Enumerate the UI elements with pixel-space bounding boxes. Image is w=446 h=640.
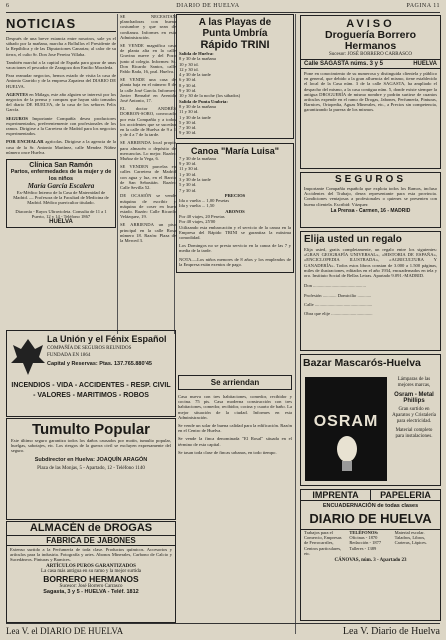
schedule-time: 9 y 30 id. xyxy=(179,161,197,167)
elija-ad xyxy=(300,231,441,351)
telefono-line: Talleres - 1389 xyxy=(349,545,377,551)
osram-block xyxy=(305,377,387,481)
almacen-succ: Sucesor: José Borrero Carrasco xyxy=(59,583,123,589)
clinica-ad xyxy=(6,159,116,228)
union-capital: Capital y Reservas: Ptas. 137.765.880'45 xyxy=(47,361,152,367)
aviso-title: AVISO xyxy=(346,18,395,30)
lightbulb-icon xyxy=(335,435,359,475)
column-divider xyxy=(117,14,118,334)
page-footer xyxy=(6,623,440,638)
elija-form-don: Don .............................................. xyxy=(304,283,366,289)
abono-line: Por 40 viajes, 25'00 xyxy=(179,219,216,225)
classified-item: SE ARRIENDA un piso principal en la calle Rosa número 18. Razón: Plaza de la Merced 3. xyxy=(120,222,176,243)
arriendan-admin: Se tasan toda clase de fincas urbanas, en todo tiempo. xyxy=(178,449,277,455)
clinica-title: Clínica San Ramón xyxy=(29,162,93,170)
canoa-ad xyxy=(176,143,294,273)
schedule-time: 1 y 30 de la tarde xyxy=(179,114,211,120)
punta-umbria-column xyxy=(176,14,294,334)
schedule-time: 10 y 30 id. xyxy=(179,61,199,67)
clinica-address: Diaconía - Rayos Ultravioleta. Consulta de 11 a 1 xyxy=(15,208,107,214)
almacen-ad xyxy=(6,521,176,623)
schedule-time: 11 y 30 id. xyxy=(179,109,199,115)
almacen-fabrica: FABRICA DE JABONES xyxy=(7,535,175,546)
tumulto-ad xyxy=(6,418,176,520)
union-lines: INCENDIOS - VIDA - ACCIDENTES - RESP. CIVIL - VALORES - MARITIMOS - ROBOS xyxy=(11,382,171,399)
noticias-paragraph: Para reanudar negocios, hemos estado de visita la casa de Antonio Garrido y de la empresa Zapatera del DIARIO DE HUELVA. xyxy=(6,73,116,89)
punta-subtitle: Rápido TRINI xyxy=(200,39,270,51)
aviso-address xyxy=(301,59,440,69)
mascaros-text3: Material completo para instalaciones. xyxy=(395,428,433,439)
schedule-time: 7 y 30 id. xyxy=(179,125,197,131)
times-a-list xyxy=(179,56,291,98)
canoa-extra: Los Domingos no se presta servicio en la canoa de las 7 y media de la tarde. xyxy=(179,243,291,254)
footer-left: Lea V. el DIARIO DE HUELVA xyxy=(6,626,124,636)
clinica-text: Ex-Médico Interno de la Casa de Maternidad de Madrid. — Profesora de la Facultad de Medicina de Madrid. Médico puericultor titulado. xyxy=(13,190,109,206)
union-sub: COMPAÑÍA DE SEGUROS REUNIDOS xyxy=(47,346,132,351)
aviso-ad xyxy=(300,15,441,169)
elija-text: Elija usted, gratis completamente, un regalo entre los siguientes: «GRAN GEOGRAFÍA UNIVERSAL», «HISTORIA DE ESPAÑA», «ENCICLOPEDIA ILUSTRADA», «AGRICULTURA Y GANADERÍA». Todos estos libros constan de 3.000 a 1.500 páginas, miles de ilustraciones, editados en el año 1934, encuadernados en tela y oro. Instituto Social de Bellas Letras. Apartado 9.091.-MADRID. xyxy=(304,247,437,279)
clinica-city: HUELVA xyxy=(49,219,73,226)
classified-item: DE OCASIÓN se vende máquina de escribir y máquina de coser en buen estado. Razón: Calle Ricardo Velázquez, 19. xyxy=(120,193,176,220)
arriendan-column xyxy=(178,375,292,637)
seguros-ad-address: La Prensa - Carmen, 16 - MADRID xyxy=(330,207,411,214)
imprenta-label: IMPRENTA xyxy=(301,490,371,500)
classified-item: SE ARRIENDA local propio para almacén o depósito de mercancías. Lo mejor. Razón: Muñoz de la Vega, 6. xyxy=(120,140,176,162)
arriendan-finca: Se vende la finca denominada "El Rosal" situada en el término de esta capital. xyxy=(178,436,292,447)
noticias-paragraph: También marchó a la capital de España para gozar de unas vacaciones el pescador de Zaragoza don Emilio Moraleda. xyxy=(6,59,116,71)
noticias-paragraph: Después de una breve estancia entre nosotros, sale ya el sábado por la mañana, marcha a Bollullos el Presidente de la República y de las Diputaciones Canarias; al calor de su tierra, el culto Sr. Don Jose Pereira Villaba. xyxy=(6,36,116,57)
imprenta-details xyxy=(301,529,440,556)
times-b-list xyxy=(179,104,291,136)
schedule-time: 7 y 30 id. xyxy=(179,187,197,193)
schedule-time: 9 y 30 id. xyxy=(179,130,197,136)
agentes-text: en Málaga, este año alguien se interesó por los negocios de la prensa y compras que hayan sido tomados del diario DE HUELVA, de la casa de los señores Felix García. xyxy=(6,91,116,113)
elija-calle-label: Calle xyxy=(304,301,314,307)
arriendan-text: Casa nueva con tres habitaciones, comedor, recibidor y cocina. 75 pts. Casa moderna construcción con tres habitaciones, comedor, recibidor, cocina y cuarto de baño. La mejor situación de la ciudad. Informes en esta Administración. xyxy=(178,394,292,420)
header-right: PAGINA 11 xyxy=(406,3,440,9)
almacen-text2: La casa más antigua en su ramo y la mejor surtida xyxy=(41,568,141,574)
mascaros-text2: Gran surtido en Aparatos y Cristalería para electricidad. xyxy=(392,407,436,424)
salidas-huelva-label: Salida de Huelva: xyxy=(179,51,214,56)
header-left: 6 xyxy=(6,3,10,9)
tumulto-text: Este último seguro garantiza todos los daños causados por motín, tumulto popular, huelgas, sabotajes, etc. Los riesgos de la guerra civil se excluyen expresamente del seguro. xyxy=(11,438,171,454)
agentes-heading: AGENTES xyxy=(6,91,28,97)
abonos-title: ABONOS xyxy=(225,208,245,214)
canoa-nota: NOTA.—Los niños menores de 8 años y los empleados de la Empresa están exentos de pago. xyxy=(179,256,291,267)
imprenta-footer: CÁNOVAS, núm. 3 - Apartado 23 xyxy=(334,558,407,564)
elija-don-label: Don xyxy=(304,283,312,289)
punta-umbria-ad xyxy=(176,14,294,139)
schedule-time: 9 y 30 id. xyxy=(179,88,197,94)
almacen-title: ALMACÉN de DROGAS xyxy=(29,522,153,534)
elija-title: Elija usted un regalo xyxy=(304,234,402,245)
noticias-column xyxy=(6,14,116,344)
elija-form-calle: Calle .................................................. xyxy=(304,301,373,307)
mascaros-text1: Lámparas de las mejores marcas, xyxy=(397,377,431,388)
schedule-time: 8 y 30 de la mañana xyxy=(179,103,216,109)
elija-profesion-label: Profesión xyxy=(304,292,322,298)
schedule-time: 5 y 30 id. xyxy=(179,182,197,188)
papeleria-label: PAPELERIA xyxy=(380,490,431,500)
header-rule xyxy=(6,12,440,13)
telefonos-title: TELÉFONOS: xyxy=(349,530,379,535)
schedule-time: 12 y 30 id. xyxy=(179,66,199,72)
abono-line: Por 40 viajes, 20 Pesetas xyxy=(179,214,225,220)
aviso-succ: Sucesor: JOSÉ BORRERO CARRASCO xyxy=(329,52,412,57)
almacen-firm: BORRERO HERMANOS xyxy=(43,573,139,584)
telefono-line: Redacción - 1877 xyxy=(349,540,382,546)
classified-item: SE VENDEN parcelas en calles Carretera de Madrid con agua y luz, en el Barrio de San Sebastián. Razón: Calle Sevilla 52. xyxy=(120,164,176,191)
imprenta-ad xyxy=(300,489,441,621)
punta-title1: A las Playas de xyxy=(198,17,272,28)
encuad-label: ENCUADERNACIÓN de todas clases xyxy=(322,503,419,509)
elija-form-profesion: Profesión ............ Domicilio ............ xyxy=(304,292,372,298)
union-title: La Unión y el Fénix Español xyxy=(47,334,167,344)
almacen-precios: ARTÍCULOS PUROS GARANTIZADOS xyxy=(46,563,136,569)
schedule-time: 11 y 30 id. xyxy=(179,166,199,172)
precio-line: Ida y vuelta ... 1,50 xyxy=(179,203,215,209)
mascaros-title: Bazar Mascarós-Huelva xyxy=(303,357,421,369)
page-header xyxy=(6,3,440,12)
punta-title2: Punta Umbría xyxy=(202,28,268,39)
classified-item: SE VENDE una casa de planta baja en el número 8 de la calle José García. Informes: Javier Bernabé en Avenida José Antonio, 17. xyxy=(120,77,176,104)
diario-title: DIARIO DE HUELVA xyxy=(309,511,432,526)
precios-title: PRECIOS xyxy=(224,192,246,198)
clinica-partos: Partos, enfermedades de la mujer y de los niños xyxy=(10,169,112,182)
arriendan-title: Se arriendan xyxy=(210,378,260,387)
union-fenix-ad xyxy=(6,330,176,417)
elija-form-obra: Obra que elije .................................... xyxy=(304,311,373,317)
column-divider xyxy=(295,14,296,634)
seguros-ad-title: SEGUROS xyxy=(334,174,406,185)
imprenta-right-text: Material escolar. Taladros, Libros, Carteras, Lápices. xyxy=(394,530,428,546)
arriendan-box xyxy=(178,375,292,390)
schedule-time: 7 y 30 de la mañana xyxy=(179,155,216,161)
mascaros-brands: Osram - Metal xyxy=(394,392,434,398)
elija-domicilio-label: Domicilio xyxy=(337,292,357,298)
noticias-title: NOTICIAS xyxy=(6,16,116,32)
elija-obra-label: Obra que elije xyxy=(304,311,331,317)
salidas-punta-label: Salida de Punta Umbría: xyxy=(179,98,228,104)
phoenix-icon xyxy=(11,337,45,377)
aviso-street: Calle SAGASTA núms. 3 y 5 xyxy=(304,61,384,67)
almacen-text: Extenso surtido a la Perfumería de toda clase. Productos químicos. Accesorios y artículos para la industria. Fotografía y artes. Abonos Minerales, Carbono de Calcio y Sucedáneos. Pinturas y Barnices. xyxy=(10,547,172,563)
clinica-address2: Puerto, 12 y 14 - Teléfono 1867 xyxy=(31,213,91,219)
seguros-text: Importante Compañía desea productores experimentados, preferentemente con profesionales de los ramos. Dirigirse a la Carretera de Madrid para los negocios experimentados. xyxy=(6,115,116,137)
canoa-title: Canoa "María Luisa" xyxy=(190,145,280,156)
arriendan-solar: Se vende un solar de buena calidad para la edificación. Razón en el Centro de Huelva. xyxy=(178,423,292,434)
aviso-city: HUELVA xyxy=(413,61,437,67)
almacen-address: Sagasta, 3 y 5 - HUELVA - Teléf. 1812 xyxy=(43,588,139,595)
seguros-ad-text: Importante Compañía española que explota todos los Ramos, incluso Accidentes del Trabajo, desea representante para esta provincia. Condiciones ventajosas a profesionales o quienes se presenten con buena clientela. Escribid: Vázquez xyxy=(304,186,437,207)
seguros-ad xyxy=(300,172,441,228)
imprenta-left-text: Trabajos para el Comercio, Empresas de Ferrocarriles, Centros particulares, etc. xyxy=(304,530,342,556)
aviso-text: Pone en conocimiento de su numerosa y distinguida clientela y público en general, que debido a la gran afluencia del mismo, tiene establecido el local de la Casa núm. 3 de la calle SAGASTA, ha ampliado el despacho del mismo, a la casa contigua núm. 5, donde existe siempre la antigua DROGUERÍA de mismo nombre y podrán surtirse de cuantos artículos expende en el ramo de Drogas, Jabones, Perfumería, Pinturas, Barnices, Ortopedia, Aguas Minerales, etc., a Precios sin competencia, garantizando la pureza de los mismos. xyxy=(304,71,437,113)
enchalar-heading: POR ENCHALAR xyxy=(6,139,44,145)
schedule-time: 4 y 30 de la tarde xyxy=(179,72,211,78)
classified-item: SE VENDE magnífica casa de planta alta en la calle Gravina nueve y del Pozo junto al colegio. Informes: Sr. Don Ricardo Santos, calle Pablo Rada, 16, pral. Huelva. xyxy=(120,43,176,75)
imprenta-top xyxy=(301,490,440,501)
clinica-doctora: María García Escalera xyxy=(27,182,95,191)
canoa-note: Utilizando esta embarcación y el servicio de la canoa en la Empresa del Rápido TRINI se garantiza la máxima comodidad. xyxy=(179,224,291,241)
schedule-time: 10 y 30 de la noche (los sábados) xyxy=(179,93,241,99)
classifieds-column xyxy=(120,14,176,334)
classified-item: EL doctor ANDRÉS DORRON-SORO, convocado por esta Compañía y a todos los accidentes que se sucedan en la calle de Huelva de 9 a 1 y de 4 a 7 de la tarde. xyxy=(120,106,176,138)
header-center: DIARIO DE HUELVA xyxy=(176,3,240,9)
osram-logo-text: OSRAM xyxy=(313,413,379,430)
times-c-list xyxy=(179,156,291,193)
precio-line: Ida o vuelta ... 1,00 Pesetas xyxy=(179,198,230,204)
mascaros-philips: Phillips xyxy=(403,398,425,404)
enchalar-text: agrícolas. Dirigirse a la agencia de la casa de la Sr. Antonio Martínez, calle Mendez Núñez número once Huelva. xyxy=(6,139,116,155)
mascaros-side xyxy=(391,377,437,440)
telefono-line: Oficinas - 1870 xyxy=(349,535,378,541)
schedule-time: 8 y 30 id. xyxy=(179,82,197,88)
tumulto-address: Plaza de las Monjas, 5 - Apartado, 12 - Teléfono 1140 xyxy=(37,465,145,471)
schedule-time: 8 y 30 de la mañana xyxy=(179,56,216,62)
schedule-time: 5 y 30 id. xyxy=(179,119,197,125)
tumulto-title: Tumulto Popular xyxy=(31,421,151,438)
mascaros-ad xyxy=(300,354,441,486)
schedule-time: 3 y 30 de la tarde xyxy=(179,176,211,182)
schedule-time: 6 y 30 id. xyxy=(179,77,197,83)
aviso-firm: Droguería Borrero Hermanos xyxy=(324,29,417,52)
seguros-heading: SEGUROS xyxy=(6,115,28,121)
footer-right: Lea V. Diario de Huelva xyxy=(342,625,440,637)
schedule-time: 1 y 30 id. xyxy=(179,171,197,177)
telefonos-block xyxy=(349,530,391,556)
classified-item: SE NECESITAN planchadoras con buena costumbre y que sean de confianza. Informes en esta Administración. xyxy=(120,14,176,40)
union-founded: FUNDADA EN 1864 xyxy=(47,353,91,358)
tumulto-sub: Subdirector en Huelva: JOAQUÍN ARAGÓN xyxy=(34,456,148,463)
